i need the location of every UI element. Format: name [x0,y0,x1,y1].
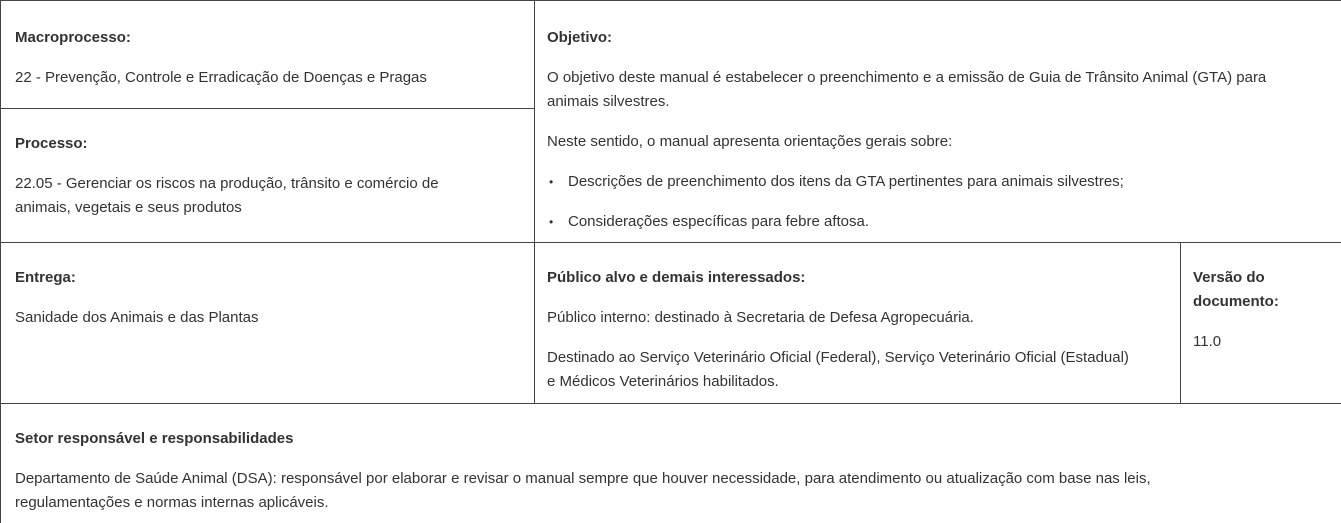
setor-value-line1: Departamento de Saúde Animal (DSA): responsável por elaborar e revisar o manual sempre que houver necessidade, para atendimento ou atualização com base nas leis, [15,470,1151,487]
versao-label-line2: documento: [1193,293,1279,310]
setor-label: Setor responsável e responsabilidades [15,430,294,447]
objetivo-paragraph1 [547,66,1309,114]
processo-value-line2: animais, vegetais e seus produtos [15,199,242,216]
versao-label-line1: Versão do [1193,269,1265,286]
setor-cell [1,427,1341,515]
list-item: • Considerações específicas para febre aftosa. [547,210,1309,234]
processo-value [15,172,520,220]
processo-label: Processo: [15,135,88,152]
publico-cell [533,266,1180,394]
list-item: • Descrições de preenchimento dos itens da GTA pertinentes para animais silvestres; [547,170,1309,194]
publico-paragraph1: Público interno: destinado à Secretaria de Defesa Agropecuária. [547,309,974,326]
divider-macro-processo [0,108,534,109]
publico-label: Público alvo e demais interessados: [547,269,806,286]
processo-cell [1,132,534,220]
objetivo-paragraph2: Neste sentido, o manual apresenta orientações gerais sobre: [547,133,953,150]
publico-paragraph2-line2: e Médicos Veterinários habilitados. [547,373,779,390]
setor-value [15,467,1327,515]
divider-row1 [0,242,1341,243]
entrega-value: Sanidade dos Animais e das Plantas [15,309,259,326]
objetivo-cell [533,26,1323,234]
divider-row2 [0,403,1341,404]
processo-value-line1: 22.05 - Gerenciar os riscos na produção, trânsito e comércio de [15,175,439,192]
versao-label [1193,266,1327,314]
versao-cell [1179,266,1341,354]
border-top [0,0,1341,1]
publico-paragraph2-line1: Destinado ao Serviço Veterinário Oficial (Federal), Serviço Veterinário Oficial (Estadual) [547,349,1129,366]
objetivo-list [547,170,1309,234]
objetivo-paragraph1-line2: animais silvestres. [547,93,670,110]
versao-value: 11.0 [1193,333,1222,350]
macroprocesso-label: Macroprocesso: [15,29,131,46]
publico-paragraph2 [547,346,1166,394]
macroprocesso-value: 22 - Prevenção, Controle e Erradicação de Doenças e Pragas [15,69,427,86]
macroprocesso-cell [1,26,534,90]
setor-value-line2: regulamentações e normas internas aplicáveis. [15,494,329,511]
entrega-label: Entrega: [15,269,76,286]
objetivo-paragraph1-line1: O objetivo deste manual é estabelecer o preenchimento e a emissão de Guia de Trânsito Animal (GTA) para [547,69,1267,86]
objetivo-label: Objetivo: [547,29,613,46]
entrega-cell [1,266,534,330]
